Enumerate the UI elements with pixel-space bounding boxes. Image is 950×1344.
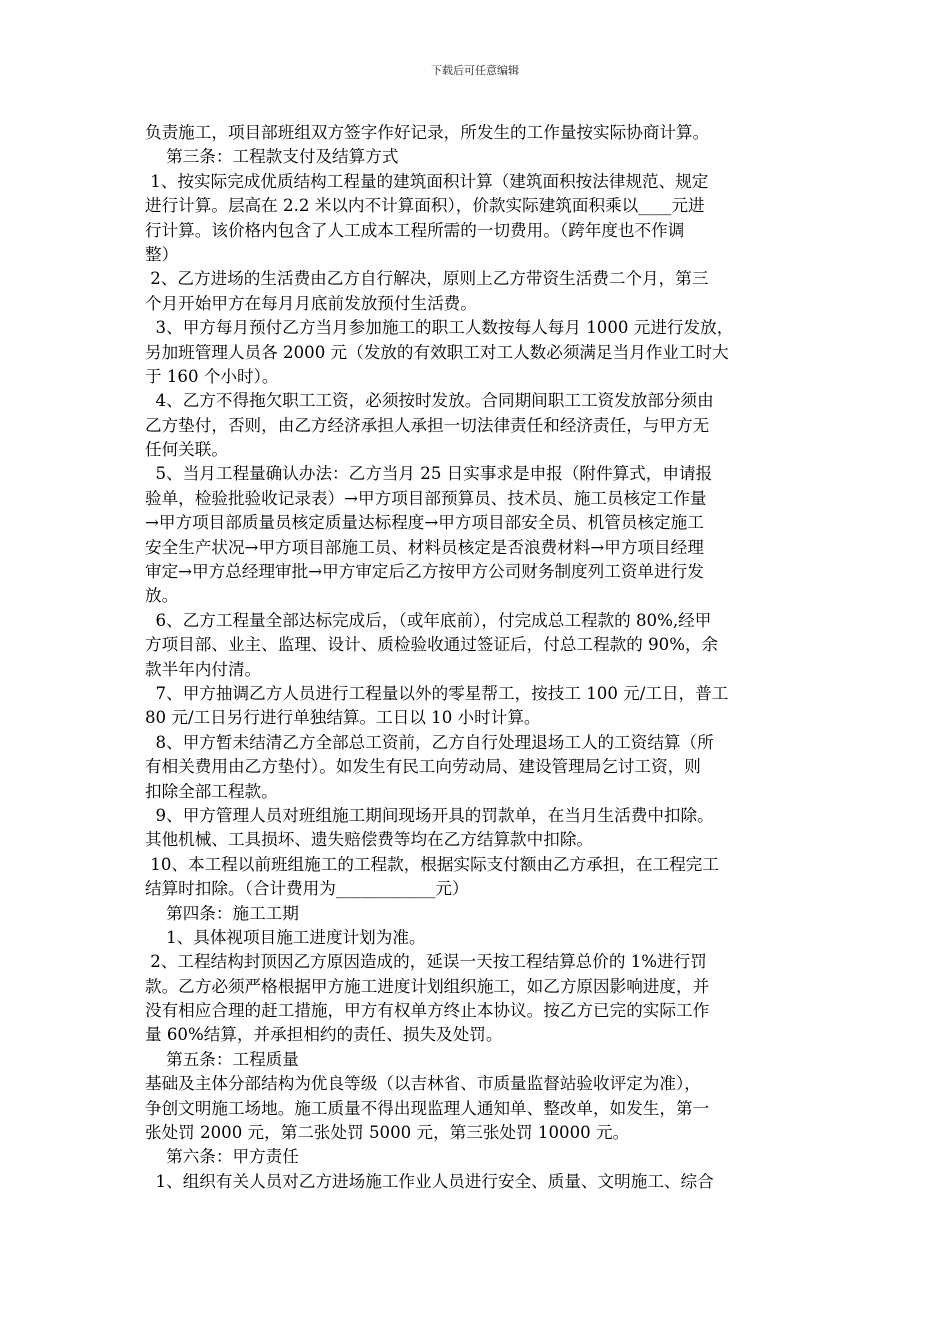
text-line: 没有相应合理的赶工措施，甲方有权单方终止本协议。按乙方已完的实际工作 (145, 1001, 710, 1021)
text-line: 验单，检验批验收记录表）→甲方项目部预算员、技术员、施工员核定工作量 (145, 488, 707, 508)
text-line: 任何关联。 (145, 440, 228, 460)
text-line: 10、本工程以前班组施工的工程款，根据实际支付额由乙方承担，在工程完工 (145, 854, 719, 874)
text-line: 9、甲方管理人员对班组施工期间现场开具的罚款单，在当月生活费中扣除。 (145, 805, 714, 825)
text-line: 第五条：工程质量 (145, 1049, 299, 1069)
text-line: 乙方垫付，否则，由乙方经济承担人承担一切法律责任和经济责任，与甲方无 (145, 415, 710, 435)
text-line: 8、甲方暂未结清乙方全部总工资前，乙方自行处理退场工人的工资结算（所 (145, 732, 714, 752)
text-line: →甲方项目部质量员核定质量达标程度→甲方项目部安全员、机管员核定施工 (145, 513, 704, 533)
text-line: 争创文明施工场地。施工质量不得出现监理人通知单、整改单，如发生，第一 (145, 1098, 710, 1118)
document-body (145, 121, 817, 1194)
text-line: 基础及主体分部结构为优良等级（以吉林省、市质量监督站验收评定为准）， (145, 1074, 701, 1094)
text-line: 进行计算。层高在 2.2 米以内不计算面积），价款实际建筑面积乘以____元进 (145, 196, 705, 216)
text-line: 5、当月工程量确认办法：乙方当月 25 日实事求是申报（附件算式，申请报 (145, 464, 713, 484)
text-line: 方项目部、业主、监理、设计、质检验收通过签证后，付总工程款的 90%，余 (145, 635, 719, 655)
text-line: 第六条：甲方责任 (145, 1147, 299, 1167)
text-line: 2、乙方进场的生活费由乙方自行解决，原则上乙方带资生活费二个月，第三 (145, 269, 709, 289)
text-line: 结算时扣除。（合计费用为____________元） (145, 879, 469, 899)
text-line: 7、甲方抽调乙方人员进行工程量以外的零星帮工，按技工 100 元/工日，普工 (145, 683, 729, 703)
text-line: 整） (145, 244, 179, 264)
text-line: 负责施工，项目部班组双方签字作好记录，所发生的工作量按实际协商计算。 (145, 123, 710, 142)
text-line: 第四条：施工工期 (145, 903, 299, 923)
text-line: 第三条：工程款支付及结算方式 (145, 147, 399, 167)
text-line: 于 160 个小时）。 (145, 366, 279, 386)
text-line: 4、乙方不得拖欠职工工资，必须按时发放。合同期间职工工资发放部分须由 (145, 391, 714, 411)
text-line: 3、甲方每月预付乙方当月参加施工的职工人数按每人每月 1000 元进行发放， (145, 318, 734, 338)
text-line: 张处罚 2000 元，第二张处罚 5000 元，第三张处罚 10000 元。 (145, 1123, 630, 1143)
text-line: 个月开始甲方在每月月底前发放预付生活费。 (145, 293, 477, 313)
text-line: 款半年内付清。 (145, 659, 262, 679)
text-line: 6、乙方工程量全部达标完成后，（或年底前），付完成总工程款的 80%,经甲 (145, 610, 712, 630)
text-line: 1、组织有关人员对乙方进场施工作业人员进行安全、质量、文明施工、综合 (145, 1171, 714, 1191)
text-line: 安全生产状况→甲方项目部施工员、材料员核定是否浪费材料→甲方项目经理 (145, 537, 704, 557)
text-line: 放。 (145, 586, 179, 606)
text-line: 有相关费用由乙方垫付）。如发生有民工向劳动局、建设管理局乞讨工资，则 (145, 757, 701, 777)
text-line: 扣除全部工程款。 (145, 781, 278, 801)
text-line: 行计算。该价格内包含了人工成本工程所需的一切费用。（跨年度也不作调 (145, 220, 685, 240)
text-line: 2、工程结构封顶因乙方原因造成的，延误一天按工程结算总价的 1%进行罚 (145, 952, 707, 972)
text-line: 其他机械、工具损坏、遗失赔偿费等均在乙方结算款中扣除。 (145, 830, 594, 850)
text-line: 1、按实际完成优质结构工程量的建筑面积计算（建筑面积按法律规范、规定 (145, 171, 709, 191)
text-line: 80 元/工日另行进行单独结算。工日以 10 小时计算。 (145, 708, 541, 728)
text-line: 1、具体视项目施工进度计划为准。 (145, 927, 426, 947)
page-header: 下载后可任意编辑 (431, 64, 519, 77)
text-line: 审定→甲方总经理审批→甲方审定后乙方按甲方公司财务制度列工资单进行发 (145, 562, 704, 582)
text-line: 量 60%结算，并承担相约的责任、损失及处罚。 (145, 1025, 503, 1045)
text-line: 另加班管理人员各 2000 元（发放的有效职工对工人数必须满足当月作业工时大 (145, 342, 729, 362)
text-line: 款。乙方必须严格根据甲方施工进度计划组织施工，如乙方原因影响进度，并 (145, 976, 710, 996)
